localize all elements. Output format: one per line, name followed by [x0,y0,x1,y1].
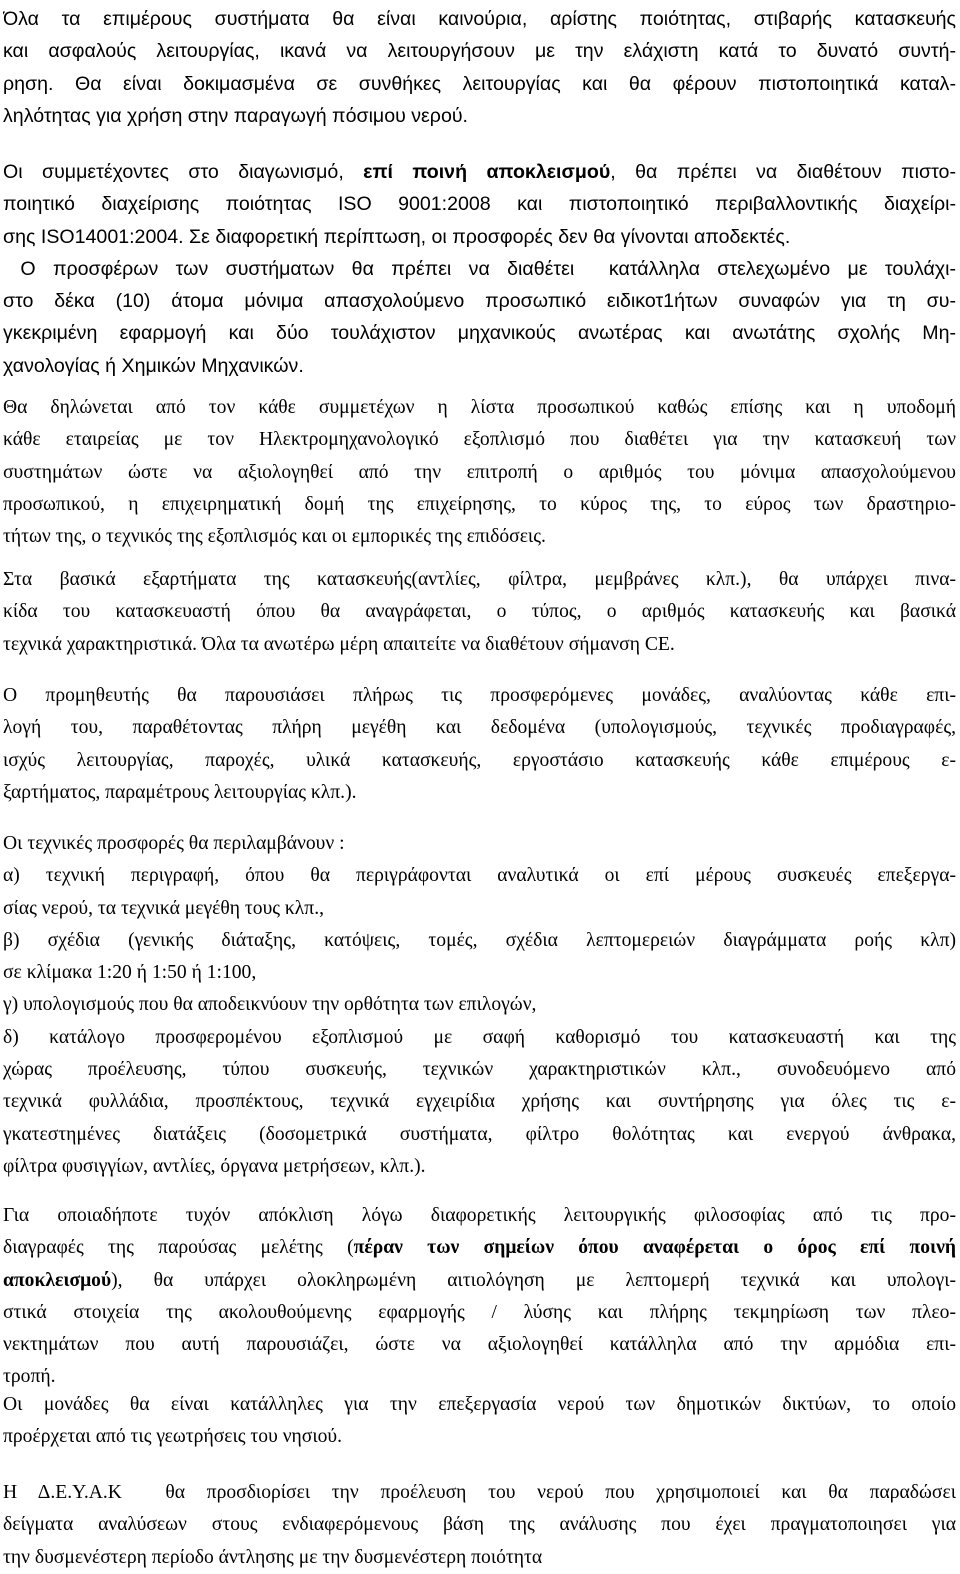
exclusion-penalty-emphasis: επί ποινή αποκλεισμού [363,161,611,183]
paragraph-2 [3,156,956,382]
paragraph-4 [3,564,956,661]
paragraph-5-line-2: λογή του, παραθέτοντας πλήρη μεγέθη και δεδομένα (υπολογισμούς, τεχνικές προδιαγραφές, [3,717,956,739]
paragraph-7-line-1: Για οποιαδήποτε τυχόν απόκλιση λόγω διαφορετικής λειτουργικής φιλοσοφίας από τις προ- [3,1205,956,1226]
paragraph-8-line-1: Οι μονάδες θα είναι κατάλληλες για την επεξεργασία νερού των δημοτικών δικτύων, το οποίο [3,1394,956,1415]
paragraph-7-text: ), θα υπάρχει ολοκληρωμένη αιτιολόγηση με λεπτομερή τεχνικά και υπολογι- [111,1269,956,1291]
paragraph-3-line-1: Θα δηλώνεται από τον κάθε συμμετέχων η λίστα προσωπικού καθώς επίσης και η υποδομή [3,397,956,418]
paragraph-2-line-2: ποιητικό διαχείρισης ποιότητας ISO 9001:2008 και πιστοποιητικό περιβαλλοντικής διαχείρι- [3,193,956,216]
list-item-d-line-1: δ) κατάλογο προσφερομένου εξοπλισμού με σαφή καθορισμό του κατασκευαστή και της [3,1026,956,1048]
list-item-a-line-2: σίας νερού, τα τεχνικά μεγέθη τους κλπ., [3,897,324,919]
list-item-d-line-5: φίλτρα φυσιγγίων, αντλίες, όργανα μετρήσεων, κλπ.). [3,1155,426,1177]
paragraph-2-line-6: γκεκριμένη εφαρμογή και δύο τουλάχιστον μηχανικούς ανωτέρας και ανωτάτης σχολής Μη- [3,322,956,345]
paragraph-1-line-3: ρηση. Θα είναι δοκιμασμένα σε συνθήκες λειτουργίας και θα φέρουν πιστοποιητικά καταλ- [3,72,956,95]
paragraph-2-text: , θα πρέπει να διαθέτουν πιστο- [610,161,956,183]
paragraph-3-line-2: κάθε εταιρείας με τον Ηλεκτρομηχανολογικό εξοπλισμό που διαθέτει για την κατασκευή των [3,429,956,451]
paragraph-2-line-5: στο δέκα (10) άτομα μόνιμα απασχολούμενο προσωπικό ειδικοτ1ήτων συναφών για τη συ- [3,290,956,313]
paragraph-5-line-3: ισχύς λειτουργίας, παροχές, υλικά κατασκευής, εργοστάσιο κατασκευής κάθε επιμέρους ε- [3,749,956,771]
paragraph-4-line-2: κίδα του κατασκευαστή όπου θα αναγράφεται, ο τύπος, ο αριθμός κατασκευής και βασικά [3,601,956,623]
list-heading: Οι τεχνικές προσφορές θα περιλαμβάνουν : [3,833,345,854]
list-item-b-line-1: β) σχέδια (γενικής διάταξης, κατόψεις, τομές, σχέδια λεπτομερειών διαγράμματα ροής κλπ) [3,929,956,951]
paragraph-5 [3,680,956,809]
paragraph-4-line-1: Στα βασικά εξαρτήματα της κατασκευής(αντλίες, φίλτρα, μεμβράνες κλπ.), θα υπάρχει πινα- [3,569,956,590]
list-item-d-line-4: γκατεστημένες διατάξεις (δοσομετρικά συστήματα, φίλτρο θολότητας και ενεργού άνθρακα, [3,1123,956,1145]
list-item-a-line-1: α) τεχνική περιγραφή, όπου θα περιγράφονται αναλυτικά οι επί μέρους συσκευές επεξεργα- [3,865,956,887]
paragraph-9-line-3: την δυσμενέστερη περίοδο άντλησης με την δυσμενέστερη ποιότητα [3,1546,543,1568]
paragraph-7-line-4: στικά στοιχεία της ακολουθούμενης εφαρμογής / λύσης και πλήρης τεκμηρίωση των πλεο- [3,1301,956,1323]
paragraph-4-line-3: τεχνικά χαρακτηριστικά. Όλα τα ανωτέρω μέρη απαιτείτε να διαθέτουν σήμανση CE. [3,633,675,655]
exclusion-clause-emphasis: πέραν των σημείων όπου αναφέρεται ο όρος επί ποινή [353,1237,956,1259]
paragraph-1-line-2: και ασφαλούς λειτουργίας, ικανά να λειτουργήσουν με την ελάχιστη κατά το δυνατό συντή- [3,40,956,63]
paragraph-9-line-2: δείγματα αναλύσεων στους ενδιαφερόμενους βάση της ανάλυσης που έχει πραγματοποιησει για [3,1514,956,1536]
list-item-c: γ) υπολογισμούς που θα αποδεικνύουν την ορθότητα των επιλογών, [3,994,537,1016]
paragraph-2-line-3: σης ISO14001:2004. Σε διαφορετική περίπτωση, οι προσφορές δεν θα γίνονται αποδεκτές. [3,225,791,248]
paragraph-5-line-4: ξαρτήματος, παραμέτρους λειτουργίας κλπ.). [3,781,357,803]
paragraph-1-line-1: Όλα τα επιμέρους συστήματα θα είναι καινούρια, αρίστης ποιότητας, στιβαρής κατασκευής [3,8,956,30]
paragraph-2-line-1 [3,156,956,188]
list-item-d-line-3: τεχνικά φυλλάδια, προσπέκτους, τεχνικά εγχειρίδια χρήσης και συντήρησης για όλες τις ε- [3,1091,956,1113]
paragraph-7 [3,1200,956,1394]
paragraph-8 [3,1389,956,1454]
paragraph-7-line-3 [3,1265,956,1297]
paragraph-5-line-1: Ο προμηθευτής θα παρουσιάσει πλήρως τις προσφερόμενες μονάδες, αναλύοντας κάθε επι- [3,685,956,706]
paragraph-3-line-3: συστημάτων ώστε να αξιολογηθεί από την επιτροπή ο αριθμός του μόνιμα απασχολούμενου [3,461,956,483]
paragraph-1 [3,3,956,132]
paragraph-3-line-5: τήτων της, ο τεχνικός της εξοπλισμός και οι εμπορικές της επιδόσεις. [3,526,546,548]
paragraph-9 [3,1477,956,1574]
paragraph-7-line-2 [3,1232,956,1264]
paragraph-7-line-6: τροπή. [3,1366,56,1388]
list-item-d-line-2: χώρας προέλευσης, τύπου συσκευής, τεχνικών χαρακτηριστικών κλπ., συνοδευόμενο από [3,1059,956,1081]
list-item-b-line-2: σε κλίμακα 1:20 ή 1:50 ή 1:100, [3,962,257,984]
paragraph-9-line-1: Η Δ.Ε.Υ.Α.Κ θα προσδιορίσει την προέλευση του νερού που χρησιμοποιεί και θα παραδώσει [3,1482,956,1503]
paragraph-7-line-5: νεκτημάτων που αυτή παρουσιάζει, ώστε να αξιολογηθεί κατάλληλα από την αρμόδια επι- [3,1334,956,1356]
paragraph-3-line-4: προσωπικού, η επιχειρηματική δομή της επιχείρησης, το κύρος της, το εύρος των δραστηριο- [3,493,956,515]
paragraph-3 [3,392,956,553]
exclusion-clause-emphasis: αποκλεισμού [3,1269,112,1291]
paragraph-1-line-4: ληλότητας για χρήση στην παραγωγή πόσιμου νερού. [3,104,468,127]
paragraph-2-line-7: χανολογίας ή Χημικών Μηχανικών. [3,354,304,377]
technical-offers-list [3,828,956,1183]
paragraph-2-text: Οι συμμετέχοντες στο διαγωνισμό, [3,161,364,183]
paragraph-8-line-2: προέρχεται από τις γεωτρήσεις του νησιού. [3,1426,343,1448]
paragraph-7-text: διαγραφές της παρούσας μελέτης ( [3,1237,354,1259]
paragraph-2-line-4: Ο προσφέρων των συστήματων θα πρέπει να διαθέτει κατάλληλα στελεχωμένο με τουλάχι- [3,257,956,280]
